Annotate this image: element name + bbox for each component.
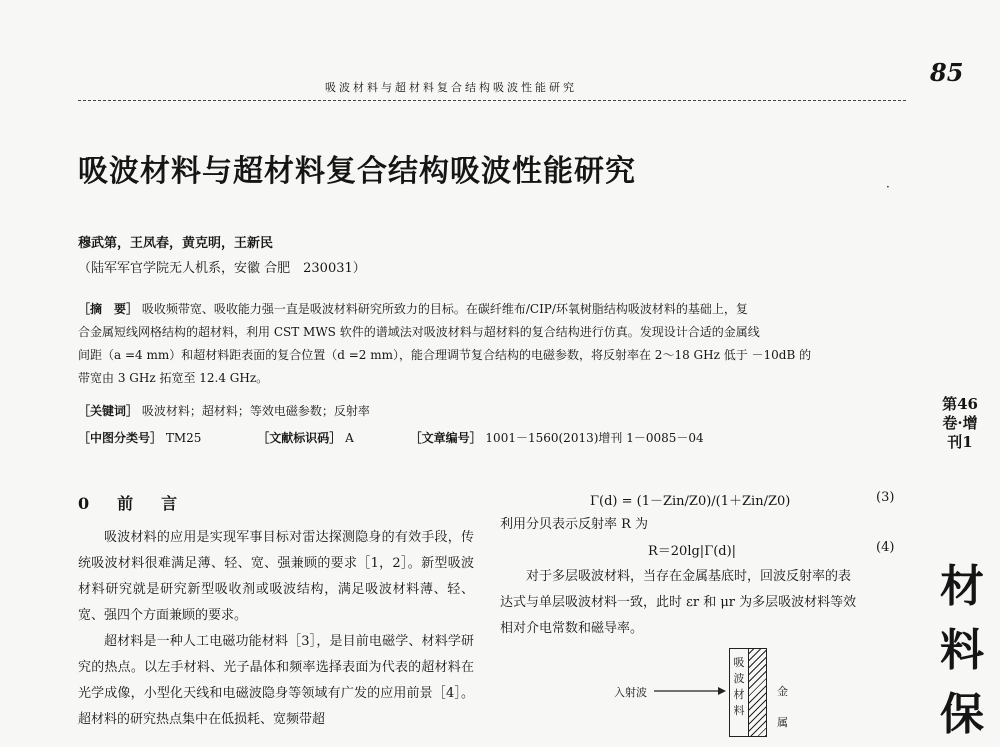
abstract-text: 吸收频带宽、吸收能力强一直是吸波材料研究所致力的目标。在碳纤维布/CIP/环氧树脂结构吸波材料的基础上，复 <box>141 302 748 316</box>
article-no-value: 1001－1560(2013)增刊 1－0085－04 <box>485 431 704 445</box>
paragraph: 超材料是一种人工电磁功能材料［3］，是目前电磁学、材料学研究的热点。以左手材料、光子晶体和频率选择表面为代表的超材料在光学成像，小型化天线和电磁波隐身等领域有广发的应用前景［4］。超材料的研究热点集中在低损耗、宽频带超 <box>78 634 474 727</box>
right-paragraph-line: 达式与单层吸波材料一致，此时 εr 和 μr 为多层吸波材料等效 <box>500 595 857 610</box>
doc-code-group <box>257 431 383 445</box>
doc-code-value: A <box>345 431 354 445</box>
clc-group <box>78 431 231 445</box>
keywords <box>78 402 370 419</box>
doc-code-label: ［文献标识码］ <box>257 431 342 445</box>
incident-arrow <box>652 685 728 697</box>
running-head: 吸波材料与超材料复合结构吸波性能研究 <box>325 81 577 94</box>
margin-dot: · <box>886 180 890 194</box>
abstract-line: 带宽由 3 GHz 拓宽至 12.4 GHz。 <box>78 371 269 385</box>
keywords-label: ［关键词］ <box>78 404 139 418</box>
right-paragraph-line: 对于多层吸波材料，当存在金属基底时，回波反射率的表 <box>500 569 852 584</box>
article-no-group <box>410 431 730 445</box>
article-title: 吸波材料与超材料复合结构吸波性能研究 <box>78 154 636 189</box>
paragraph: 吸波材料的应用是实现军事目标对雷达探测隐身的有效手段，传统吸波材料很难满足薄、轻、宽、强兼顾的要求［1，2］。新型吸波材料研究就是研究新型吸收剂或吸波结构，满足吸波材料薄、轻、宽、强四个方面兼顾的要求。 <box>78 530 474 623</box>
header-divider <box>78 100 906 101</box>
affiliation: （陆军军官学院无人机系，安徽 合肥 230031） <box>78 261 366 276</box>
metal-label-2: 属 <box>777 716 788 729</box>
equation-4: R＝20lg|Γ(d)| <box>648 544 737 559</box>
volume-banner: 第46卷·增刊1 <box>942 395 978 451</box>
abstract-label: ［摘 要］ <box>78 302 139 316</box>
abstract <box>78 298 900 390</box>
metal-label-1: 金 <box>777 685 788 698</box>
db-intro: 利用分贝表示反射率 R 为 <box>500 517 649 532</box>
page-number: 85 <box>930 58 964 87</box>
classification-line <box>78 429 756 446</box>
section-heading: 0 前 言 <box>78 494 184 513</box>
absorber-layer: 吸波材料 <box>729 648 749 737</box>
metal-substrate <box>749 648 767 737</box>
abstract-line <box>78 298 900 321</box>
equation-3: Γ(d) = (1－Zin/Z0)/(1＋Zin/Z0) <box>590 494 791 509</box>
equation-3-number: (3) <box>876 490 895 505</box>
journal-calligraphy: 材料保 <box>940 561 984 740</box>
right-paragraph <box>500 564 906 642</box>
equation-4-number: (4) <box>876 540 895 555</box>
abstract-line: 间距（a =4 mm）和超材料距表面的复合位置（d =2 mm），能合理调节复合结构的电磁参数，将反射率在 2～18 GHz 低于 －10dB 的 <box>78 348 812 362</box>
clc-value: TM25 <box>165 431 202 445</box>
keywords-text: 吸波材料；超材料；等效电磁参数；反射率 <box>141 404 370 418</box>
incident-wave-label: 入射波 <box>614 686 647 699</box>
article-no-label: ［文章编号］ <box>409 431 482 445</box>
left-column <box>78 525 474 733</box>
right-paragraph-line: 相对介电常数和磁导率。 <box>500 621 644 636</box>
abstract-line: 合金属短线网格结构的超材料，利用 CST MWS 软件的谱域法对吸波材料与超材料的复合结构进行仿真。发现设计合适的金属线 <box>78 325 760 339</box>
authors: 穆武第，王凤春，黄克明，王新民 <box>78 236 274 251</box>
clc-label: ［中图分类号］ <box>78 431 163 445</box>
